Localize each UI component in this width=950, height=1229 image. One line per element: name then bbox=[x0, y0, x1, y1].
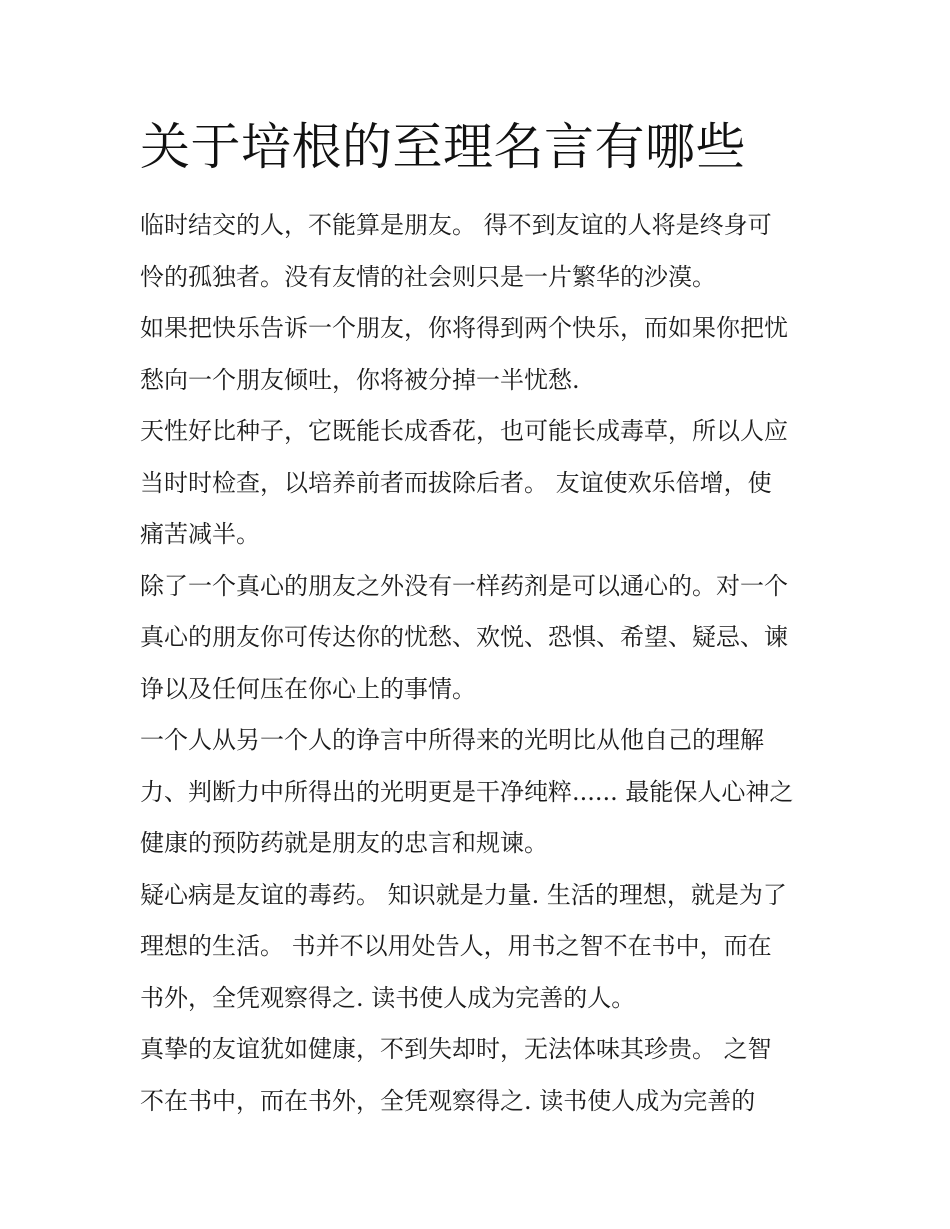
paragraph bbox=[140, 715, 820, 870]
text-line: 书外，全凭观察得之. 读书使人成为完善的人。 bbox=[140, 983, 636, 1012]
paragraph bbox=[140, 1024, 820, 1127]
text-line: 力、判断力中所得出的光明更是干净纯粹...... 最能保人心神之 bbox=[140, 777, 794, 806]
page-title: 关于培根的至理名言有哪些 bbox=[140, 118, 746, 176]
paragraph bbox=[140, 870, 820, 1025]
document-body bbox=[140, 200, 820, 1127]
text-line: 除了一个真心的朋友之外没有一样药剂是可以通心的。对一个 bbox=[140, 571, 788, 600]
text-line: 天性好比种子，它既能长成香花，也可能长成毒草，所以人应 bbox=[140, 417, 788, 445]
paragraph bbox=[140, 561, 820, 716]
text-line: 愁向一个朋友倾吐，你将被分掉一半忧愁. bbox=[140, 365, 580, 394]
text-line: 健康的预防药就是朋友的忠言和规谏。 bbox=[140, 829, 548, 857]
text-line: 真心的朋友你可传达你的忧愁、欢悦、恐惧、希望、疑忌、谏 bbox=[140, 623, 788, 651]
text-line: 临时结交的人，不能算是朋友。 得不到友谊的人将是终身可 bbox=[140, 211, 772, 239]
text-line: 痛苦减半。 bbox=[140, 520, 260, 548]
text-line: 如果把快乐告诉一个朋友，你将得到两个快乐，而如果你把忧 bbox=[140, 314, 788, 342]
text-line: 真挚的友谊犹如健康，不到失却时，无法体味其珍贵。 之智 bbox=[140, 1035, 772, 1063]
paragraph bbox=[140, 303, 820, 406]
text-line: 不在书中，而在书外，全凭观察得之. 读书使人成为完善的 bbox=[140, 1086, 756, 1115]
text-line: 怜的孤独者。没有友情的社会则只是一片繁华的沙漠。 bbox=[140, 262, 716, 291]
paragraph bbox=[140, 200, 820, 303]
text-line: 疑心病是友谊的毒药。 知识就是力量. 生活的理想，就是为了 bbox=[140, 880, 787, 909]
text-line: 理想的生活。 书并不以用处告人，用书之智不在书中，而在 bbox=[140, 932, 772, 960]
text-line: 一个人从另一个人的诤言中所得来的光明比从他自己的理解 bbox=[140, 726, 764, 754]
text-line: 诤以及任何压在你心上的事情。 bbox=[140, 674, 476, 703]
text-line: 当时时检查，以培养前者而拔除后者。 友谊使欢乐倍增，使 bbox=[140, 468, 772, 497]
paragraph bbox=[140, 406, 820, 561]
